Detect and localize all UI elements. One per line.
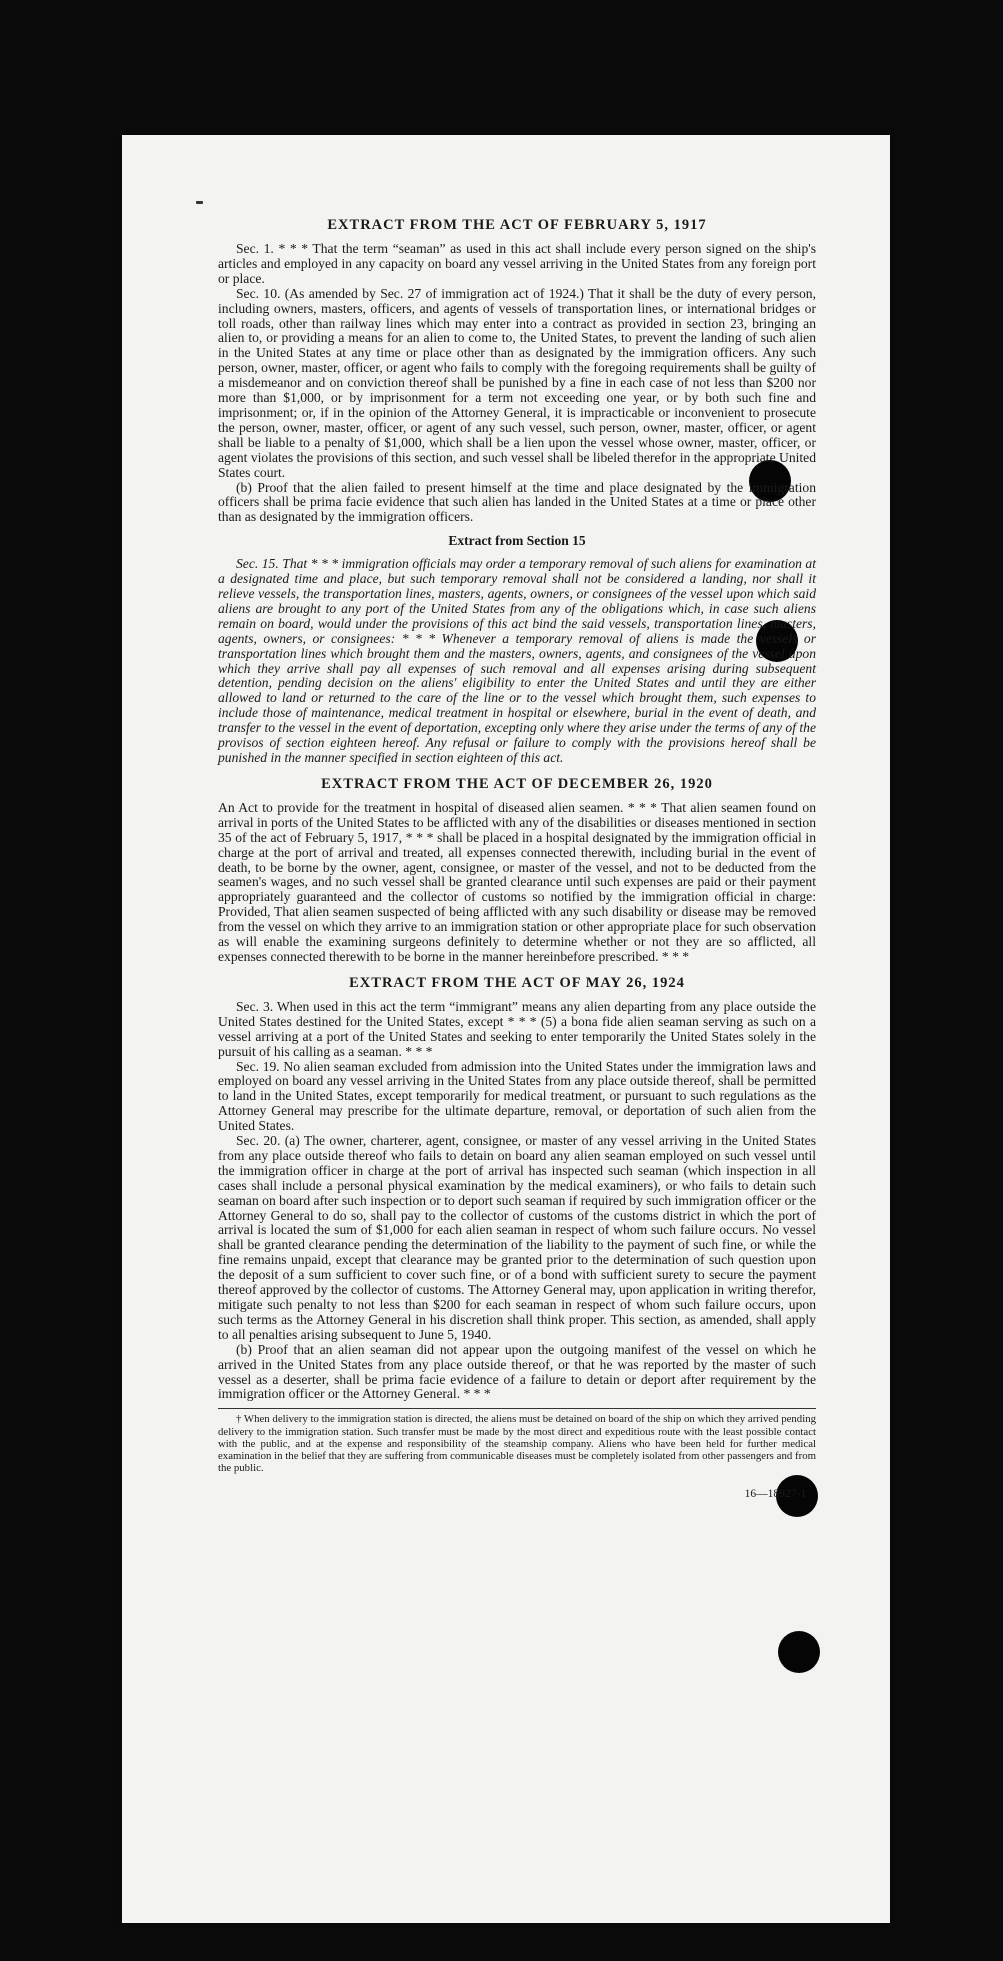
section-1: Sec. 1. * * * That the term “seaman” as used in this act shall include every person signed on the ship's articles and employed in any capacity on board any vessel arriving in the United States from any foreign port or place. bbox=[218, 241, 816, 286]
document-content bbox=[218, 217, 816, 1500]
speck-mark bbox=[196, 201, 203, 204]
section-10-b: (b) Proof that the alien failed to present himself at the time and place designated by the immigration officers shall be prima facie evidence that such alien has landed in the United States at a time or place other than as designated by the immigration officers. bbox=[218, 479, 816, 525]
heading-act-1917: EXTRACT FROM THE ACT OF FEBRUARY 5, 1917 bbox=[327, 217, 707, 233]
heading-act-1920: EXTRACT FROM THE ACT OF DECEMBER 26, 1920 bbox=[321, 775, 713, 792]
footnote: † When delivery to the immigration station is directed, the aliens must be detained on board of the ship on which they arrived pending delivery to the immigration station. Such transfer must be made by the most direct and expeditious route with the least possible contact with the public, and at the expense and responsibility of the steamship company. Aliens who have been held for further medical examination in the belief that they are suffering from communicable diseases must be completely isolated from other passengers and from the public. bbox=[218, 1413, 816, 1475]
subheading-section-15: Extract from Section 15 bbox=[448, 533, 586, 549]
section-3: Sec. 3. When used in this act the term “immigrant” means any alien departing from any place outside the United States destined for the United States, except * * * (5) a bona fide alien seaman serving as such on a vessel arriving at a port of the United States and seeking to enter temporarily the United States solely in the pursuit of his calling as a seaman. * * * bbox=[218, 998, 816, 1059]
footnote-divider bbox=[218, 1408, 816, 1409]
section-19: Sec. 19. No alien seaman excluded from admission into the United States under the immigration laws and employed on board any vessel arriving in the United States from any place outside thereof, shall be permitted to land in the United States, except temporarily for medical treatment, or pursuant to such regulations as the Attorney General may prescribe for the ultimate departure, removal, or deportation of such alien from the United States. bbox=[218, 1058, 816, 1134]
section-20-b: (b) Proof that an alien seaman did not appear upon the outgoing manifest of the vessel on which he arrived in the United States from any place outside thereof, or that he was reported by the master of such vessel as a deserter, shall be prima facie evidence of a failure to detain or deport after requirement by the immigration officer or the Attorney General. * * * bbox=[218, 1341, 816, 1402]
section-20-a: Sec. 20. (a) The owner, charterer, agent, consignee, or master of any vessel arriving in the United States from any place outside thereof who fails to detain on board any alien seaman employed on such vessel until the immigration officer in charge at the port of arrival has inspected such seaman (which inspection in all cases shall include a personal physical examination by the medical examiners), or who fails to detain such seaman on board after such inspection or to deport such seaman if required by such immigration officer or the Attorney General to do so, shall pay to the collector of customs of the customs district in which the port of arrival is located the sum of $1,000 for each alien seaman in respect of whom such failure occurs. No vessel shall be granted clearance pending the determination of the liability to the payment of such fine, or while the fine remains unpaid, except that clearance may be granted prior to the determination of such question upon the deposit of a sum sufficient to cover such fine, or of a bond with sufficient surety to secure the payment thereof approved by the collector of customs. The Attorney General may, upon application in writing therefor, mitigate such penalty to not less than $200 for each seaman in respect of whom such failure occurs, upon such terms as the Attorney General in his discretion shall think proper. This section, as amended, shall apply to all penalties arising subsequent to June 5, 1940. bbox=[218, 1133, 816, 1342]
punch-hole bbox=[778, 1631, 820, 1673]
document-page bbox=[122, 135, 890, 1923]
section-15: Sec. 15. That * * * immigration officials may order a temporary removal of such aliens for examination at a designated time and place, but such temporary removal shall not be considered a landing, nor shall it relieve vessels, the transportation lines, masters, agents, owners, or consignees of the vessel upon which said aliens are brought to any port of the United States from any of the obligations which, in case such aliens remain on board, would under the provisions of this act bind the said vessels, transportation lines, masters, agents, owners, or consignees: * * * Whenever a temporary removal of aliens is made the vessels or transportation lines which brought them and the masters, owners, agents, and consignees of the vessel upon which they arrive shall pay all expenses of such removal and all expenses arising during subsequent detention, pending decision on the aliens' eligibility to enter the United States and until they are either allowed to land or returned to the care of the line or to the vessel which brought them, such expenses to include those of maintenance, medical treatment in hospital or elsewhere, burial in the event of death, and transfer to the vessel in the event of deportation, excepting only where they arise under the terms of any of the provisos of section eighteen hereof. Any refusal or failure to comply with the provisions hereof shall be punished in the manner specified in section eighteen of this act. bbox=[218, 556, 816, 765]
form-number: 16—18927-1 bbox=[744, 1488, 806, 1501]
section-10: Sec. 10. (As amended by Sec. 27 of immigration act of 1924.) That it shall be the duty of every person, including owners, masters, officers, and agents of vessels of transportation lines, or international bridges or toll roads, other than railway lines which may enter into a contract as provided in section 23, bringing an alien to, or providing a means for an alien to come to, the United States, to prevent the landing of such alien in the United States at any time or place other than as designated by the immigration officers. Any such person, owner, master, officer, or agent who fails to comply with the foregoing requirements shall be guilty of a misdemeanor and on conviction thereof shall be punished by a fine in each case of not less than $200 nor more than $1,000, or by imprisonment for a term not exceeding one year, or by both such fine and imprisonment; or, if in the opinion of the Attorney General, it is impracticable or inconvenient to prosecute the person, owner, master, officer, or agent of any such vessel, such person, owner, master, officer, or agent shall be liable to a penalty of $1,000, which shall be a lien upon the vessel whose owner, master, officer, or agent violates the provisions of this section, and such vessel shall be libeled therefor in the appropriate United States court. bbox=[218, 285, 816, 480]
heading-act-1924: EXTRACT FROM THE ACT OF MAY 26, 1924 bbox=[349, 974, 685, 991]
act-1920-text: An Act to provide for the treatment in hospital of diseased alien seamen. * * * That alien seamen found on arrival in ports of the United States to be afflicted with any of the disabilities or diseases mentioned in section 35 of the act of February 5, 1917, * * * shall be placed in a hospital designated by the immigration official in charge at the port of arrival and treated, all expenses connected therewith, including burial in the event of death, to be borne by the owner, agent, consignee, or master of the vessel, and not to be deducted from the seamen's wages, and no such vessel shall be granted clearance until such expenses are paid or their payment appropriately guaranteed and the collector of customs so notified by the immigration official in charge: Provided, That alien seamen suspected of being afflicted with any such disability or disease may be removed from the vessel on which they arrive to an immigration station or other appropriate place for such observation as will enable the examining surgeons definitely to determine whether or not they are so afflicted, all expenses connected therewith to be borne in the manner hereinbefore prescribed. * * * bbox=[218, 799, 816, 964]
